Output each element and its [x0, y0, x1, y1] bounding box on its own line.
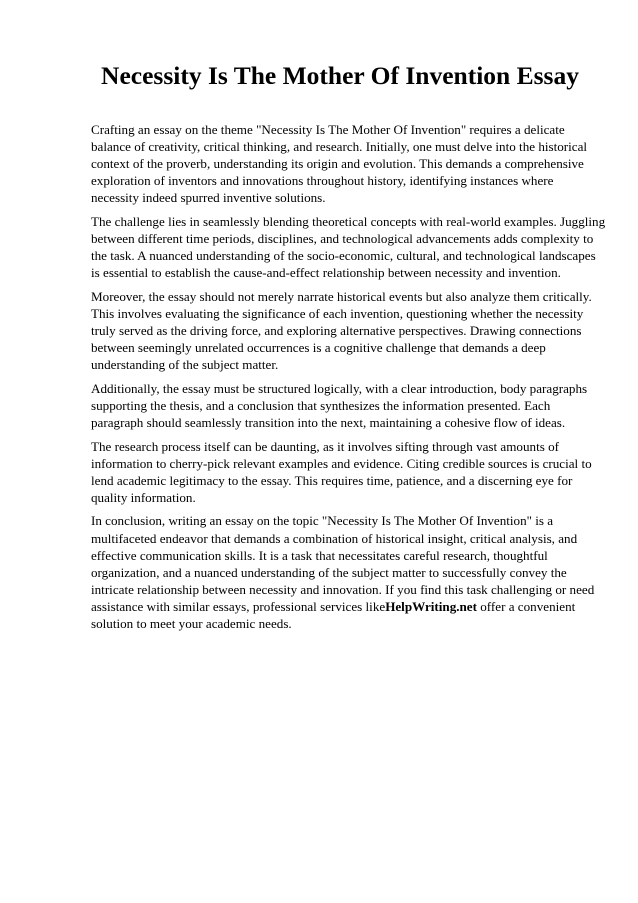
- text-line: solution to meet your academic needs.: [91, 616, 292, 632]
- text-line: Moreover, the essay should not merely narrate historical events but also analyze them critically.: [91, 288, 592, 304]
- text-line: understanding of the subject matter.: [91, 357, 279, 373]
- text-line: balance of creativity, critical thinking, and research. Initially, one must delve into the historical: [91, 139, 588, 155]
- text-line: supporting the thesis, and a conclusion that synthesizes the information presented. Each: [91, 397, 551, 413]
- text-line: The research process itself can be daunting, as it involves sifting through vast amounts of: [91, 438, 559, 454]
- paragraph-3: [91, 288, 591, 373]
- text-line: lend academic legitimacy to the essay. This requires time, patience, and a discerning eye for: [91, 472, 573, 488]
- text-line: context of the proverb, understanding its origin and evolution. This demands a comprehensive: [91, 156, 584, 172]
- paragraph-1: [91, 121, 591, 206]
- link-line-suffix: offer a convenient: [476, 598, 576, 614]
- link-line-prefix: assistance with similar essays, professional services like: [91, 598, 386, 614]
- text-line: information to cherry-pick relevant examples and evidence. Citing credible sources is crucial to: [91, 455, 592, 471]
- text-line: Crafting an essay on the theme "Necessity Is The Mother Of Invention" requires a delicate: [91, 122, 565, 137]
- text-line-with-link: [91, 598, 591, 615]
- text-line: quality information.: [91, 489, 196, 505]
- text-line: In conclusion, writing an essay on the topic "Necessity Is The Mother Of Invention" is a: [91, 513, 554, 529]
- text-line: between different time periods, disciplines, and technological advancements adds complexity to: [91, 231, 594, 247]
- text-line: necessity indeed spurred inventive solutions.: [91, 190, 326, 206]
- text-line: truly served as the driving force, and exploring alternative perspectives. Drawing connections: [91, 323, 582, 339]
- text-line: This involves evaluating the significance of each invention, questioning whether the necessity: [91, 305, 584, 321]
- paragraph-5: [91, 438, 591, 506]
- document-title: Necessity Is The Mother Of Invention Essay: [101, 61, 579, 90]
- text-line: effective communication skills. It is a task that necessitates careful research, thoughtful: [91, 547, 548, 563]
- text-line: multifaceted endeavor that demands a combination of historical insight, critical analysis, and: [91, 530, 578, 546]
- essay-body: [91, 121, 606, 639]
- paragraph-conclusion: [91, 512, 595, 632]
- helpwriting-link[interactable]: HelpWriting.net: [385, 598, 477, 614]
- text-line: the task. A nuanced understanding of the socio-economic, cultural, and technological landscapes: [91, 248, 596, 264]
- paragraph-2: [91, 213, 606, 281]
- paragraph-4: [91, 380, 591, 431]
- text-line: Additionally, the essay must be structured logically, with a clear introduction, body paragraphs: [91, 380, 588, 396]
- text-line: The challenge lies in seamlessly blending theoretical concepts with real-world examples. Juggling: [91, 213, 606, 229]
- text-line: is essential to establish the cause-and-effect relationship between necessity and invention.: [91, 265, 561, 281]
- text-line: intricate relationship between necessity and innovation. If you find this task challenging or need: [91, 581, 595, 597]
- text-line: paragraph should seamlessly transition into the next, maintaining a cohesive flow of ideas.: [91, 415, 566, 430]
- text-line: between seemingly unrelated occurrences is a cognitive challenge that demands a deep: [91, 340, 546, 356]
- text-line: exploration of inventors and innovations throughout history, identifying instances where: [91, 173, 554, 189]
- text-line: organization, and a nuanced understanding of the subject matter to successfully convey the: [91, 564, 567, 580]
